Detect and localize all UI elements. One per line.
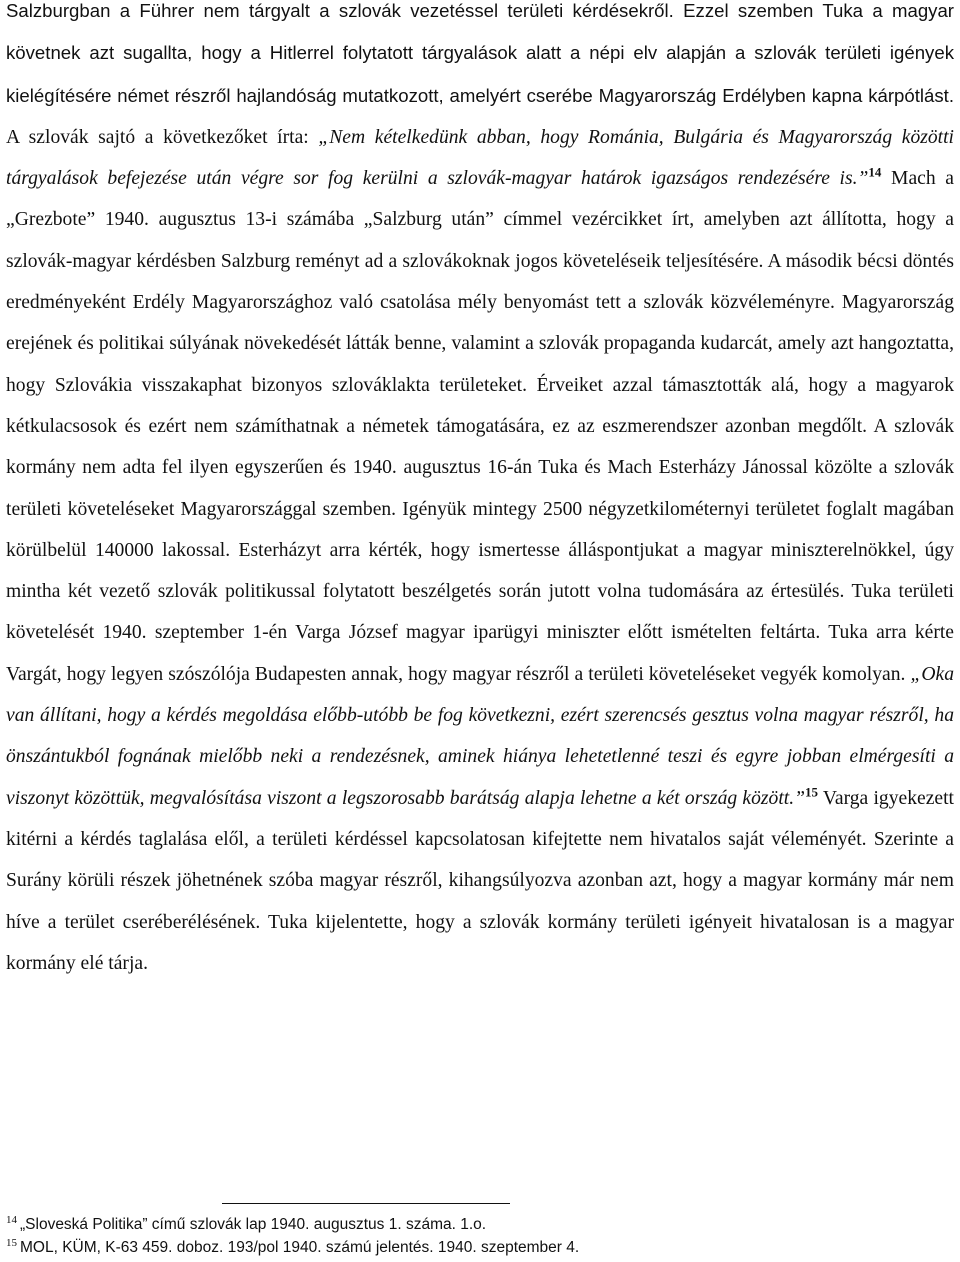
- sentence-serif: A szlovák sajtó a következőket írta:: [6, 126, 319, 148]
- body-paragraph: [6, 0, 954, 984]
- closing-text: Varga igyekezett kitérni a kérdés taglalása elől, a területi kérdéssel kapcsolatosan kifejtette nem hivatalos saját véleményét. Szerinte a Surány körüli részek jöhetnének szóba magyar részről, kihangsúlyozva azonban azt, hogy a magyar kormány már nem híve a terület cseréberélésének. Tuka kijelentette, hogy a szlovák kormány területi igényeit hivatalosan is a magyar kormány elé tárja.: [6, 787, 954, 974]
- footnote-15: [6, 1236, 946, 1259]
- quote-2: „Oka van állítani, hogy a kérdés megoldása előbb-utóbb be fog következni, ezért szerencsés gesztus volna magyar részről, ha önszántukból fognának mielőbb neki a rendezésnek, aminek hiánya lehetetlenné teszi és egyre jobban elmérgesíti a viszonyt közöttük, megvalósítása viszont a legszorosabb barátság alapja lehetne a két ország között.”: [6, 663, 954, 809]
- footnote-ref-14[interactable]: 14: [868, 164, 882, 180]
- footnotes: [6, 1213, 946, 1259]
- footnote-ref-15[interactable]: 15: [805, 784, 819, 800]
- footnote-text: MOL, KÜM, K-63 459. doboz. 193/pol 1940. számú jelentés. 1940. szeptember 4.: [20, 1239, 580, 1256]
- quote-1: „Nem kételkedünk abban, hogy Románia, Bulgária és Magyarország közötti tárgyalások befejezése után végre sor fog kerülni a szlovák-magyar határok igazságos rendezésére is.”: [6, 126, 954, 190]
- footnote-mark: 14: [6, 1213, 17, 1226]
- footnote-separator: [222, 1203, 510, 1204]
- footnote-mark: 15: [6, 1236, 17, 1249]
- sentence-sans: Salzburgban a Führer nem tárgyalt a szlovák vezetéssel területi kérdésekről. Ezzel szemben Tuka a magyar követnek azt sugallta, hogy a Hitlerrel folytatott tárgyalások alatt a népi elv alapján a szlovák területi igények kielégítésére német részről hajlandóság mutatkozott, amelyért cserébe Magyarország Erdélyben kapna kárpótlást.: [6, 0, 954, 106]
- main-text: Mach a „Grezbote” 1940. augusztus 13-i számába „Salzburg után” címmel vezércikket írt, amelyben azt állította, hogy a szlovák-magyar kérdésben Salzburg reményt ad a szlovákoknak jogos követeléseik teljesítésére. A második bécsi döntés eredményeként Erdély Magyarországhoz való csatolása mély benyomást tett a szlovák közvéleményre. Magyarország erejének és politikai súlyának növekedését látták benne, valamint a szlovák propaganda kudarcát, amely azt hangoztatta, hogy Szlovákia visszakaphat bizonyos szlováklakta területeket. Érveiket azzal támasztották alá, hogy a magyarok kétkulacsosok és ezért nem számíthatnak a németek támogatására, ez az eszmerendszer azonban megdőlt. A szlovák kormány nem adta fel ilyen egyszerűen és 1940. augusztus 16-án Tuka és Mach Esterházy Jánossal közölte a szlovák területi követeléseket Magyarországgal szemben. Igényük mintegy 2500 négyzetkilométernyi területet foglalt magában körülbelül 140000 lakossal. Esterházyt arra kérték, hogy ismertesse álláspontjukat a magyar miniszterelnökkel, úgy mintha két vezető szlovák politikussal folytatott beszélgetés során jutott volna tudomására az értesülés. Tuka területi követelését 1940. szeptember 1-én Varga József magyar iparügyi miniszter előtt ismételten feltárta. Tuka arra kérte Vargát, hogy legyen szószólója Budapesten annak, hogy magyar részről a területi követeléseket vegyék komolyan.: [6, 168, 955, 685]
- footnote-text: „Sloveská Politika” című szlovák lap 1940. augusztus 1. száma. 1.o.: [20, 1216, 487, 1233]
- footnote-14: [6, 1213, 946, 1236]
